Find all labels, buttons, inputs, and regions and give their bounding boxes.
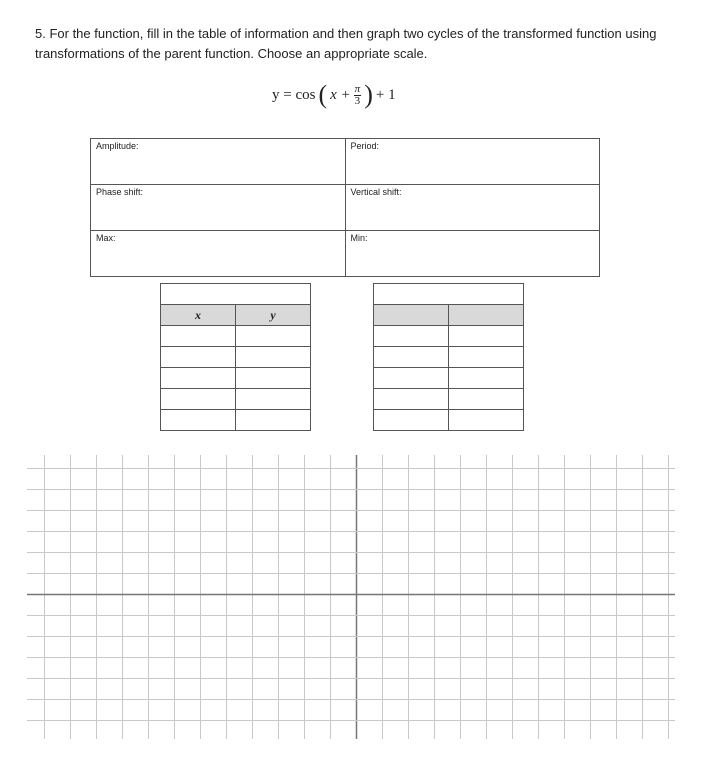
- max-cell[interactable]: Max:: [91, 231, 346, 277]
- vertical-shift-cell[interactable]: Vertical shift:: [345, 185, 600, 231]
- equation-lhs: y = cos: [272, 86, 316, 103]
- open-paren: (: [318, 80, 328, 109]
- denominator: 3: [354, 94, 361, 107]
- min-cell[interactable]: Min:: [345, 231, 600, 277]
- equation-x: x +: [330, 86, 351, 103]
- equation-tail: + 1: [375, 86, 396, 103]
- y-header: y: [236, 305, 311, 326]
- phase-shift-cell[interactable]: Phase shift:: [91, 185, 346, 231]
- question-text: 5. For the function, fill in the table of information and then graph two cycles of the transformed function using transformations of the parent function. Choose an appropriate scale.: [35, 26, 657, 61]
- amplitude-cell[interactable]: Amplitude:: [91, 139, 346, 185]
- x-header: x: [161, 305, 236, 326]
- period-cell[interactable]: Period:: [345, 139, 600, 185]
- numerator: π: [354, 82, 361, 95]
- close-paren: ): [364, 80, 373, 109]
